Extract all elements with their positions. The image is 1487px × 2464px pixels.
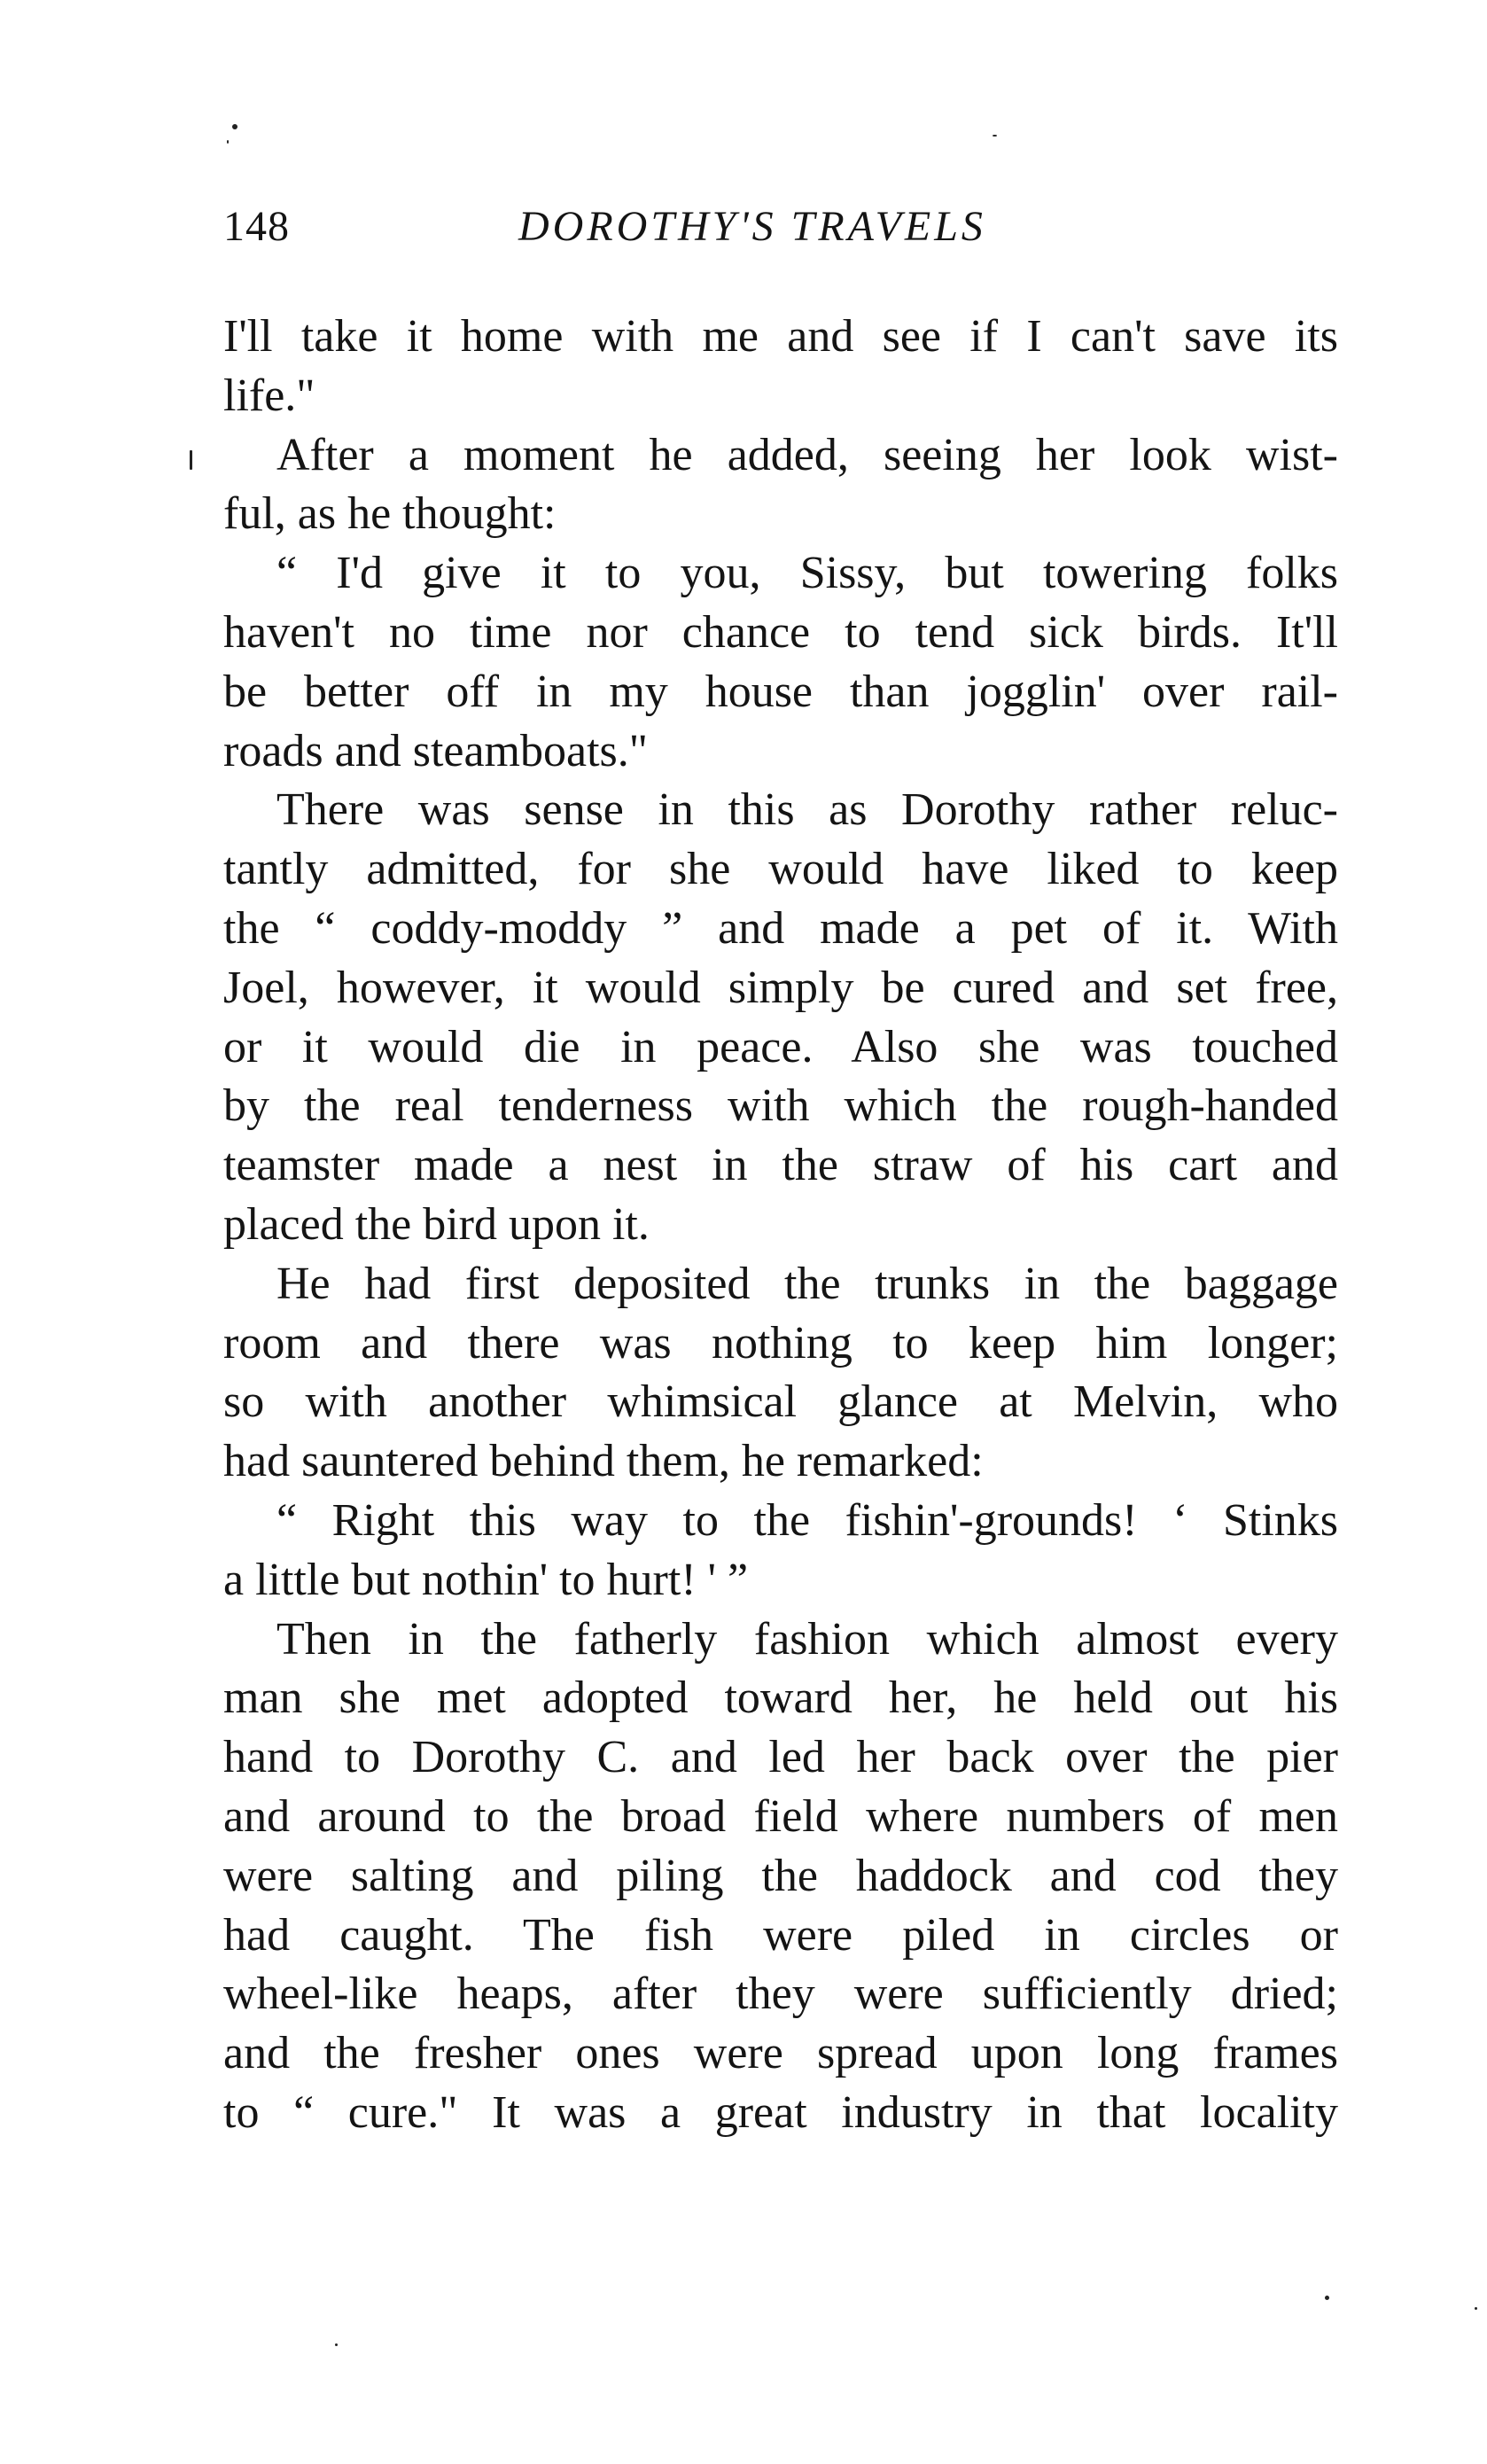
text-line: man she met adopted toward her, he held out his [223,1673,1338,1724]
text-line: placed the bird upon it. [223,1198,650,1250]
text-line: to “ cure." It was a great industry in that locality [223,2086,1338,2138]
scan-speck [335,2343,338,2346]
text-line: and the fresher ones were spread upon long frames [223,2028,1338,2079]
text-line: were salting and piling the haddock and cod they [223,1850,1338,1901]
text-line: roads and steamboats." [223,725,648,776]
text-line: wheel-like heaps, after they were sufficiently dried; [223,1969,1338,2020]
text-line: a little but nothin' to hurt! ' ” [223,1554,749,1605]
text-line: hand to Dorothy C. and led her back over the pier [223,1732,1338,1783]
scan-speck [227,140,229,144]
body-text [223,308,1338,2143]
text-line: room and there was nothing to keep him longer; [223,1317,1338,1368]
text-line: and around to the broad field where numbers of men [223,1790,1338,1842]
text-line: After a moment he added, seeing her look wist- [276,429,1338,480]
text-line: He had first deposited the trunks in the baggage [276,1258,1338,1309]
scan-speck [993,135,997,136]
text-line: I'll take it home with me and see if I can't save its [223,311,1338,362]
text-line: the “ coddy-moddy ” and made a pet of it. With [223,902,1338,954]
text-line: ful, as he thought: [223,488,557,540]
text-line: tantly admitted, for she would have liked to keep [223,844,1338,895]
text-line: be better off in my house than jogglin' over rail- [223,666,1338,717]
scan-speck [1475,2307,1477,2310]
text-line: Then in the fatherly fashion which almost every [276,1613,1338,1665]
text-line: There was sense in this as Dorothy rather reluc- [276,784,1338,836]
text-line: teamster made a nest in the straw of his cart and [223,1140,1338,1191]
running-title: DOROTHY'S TRAVELS [518,203,986,250]
text-line: life." [223,370,315,421]
text-line: “ Right this way to the fishin'-grounds! ‘ Stinks [276,1494,1338,1546]
page-number: 148 [223,203,290,250]
scan-speck [232,124,237,129]
text-line: had caught. The fish were piled in circles or [223,1909,1338,1961]
scan-speck [190,450,192,470]
scan-speck [1325,2296,1329,2300]
text-line: Joel, however, it would simply be cured and set free, [223,962,1338,1013]
text-line: haven't no time nor chance to tend sick birds. It'll [223,606,1338,658]
text-line: “ I'd give it to you, Sissy, but towering folks [276,548,1338,599]
text-line: so with another whimsical glance at Melvin, who [223,1376,1338,1428]
text-line: or it would die in peace. Also she was touched [223,1021,1338,1072]
text-line: had sauntered behind them, he remarked: [223,1436,984,1487]
text-line: by the real tenderness with which the rough-handed [223,1080,1338,1132]
